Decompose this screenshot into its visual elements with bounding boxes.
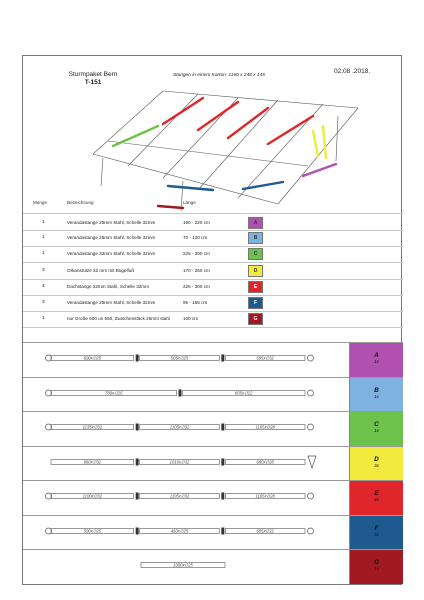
tube-joint: [221, 493, 224, 500]
tube-dimension-label: 1105x∅32: [169, 493, 190, 499]
tube-drawing: [23, 378, 348, 412]
col-desc-header: Bezeichnung: [67, 200, 94, 205]
assembly-sheet: [22, 55, 402, 585]
row-length: 225 - 300 cm: [183, 251, 210, 257]
clamp-fitting: [308, 424, 314, 430]
part-count: 3x: [374, 531, 379, 537]
row-color-code: B: [248, 232, 263, 244]
part-count: 1x: [374, 393, 379, 399]
part-color-cell: [349, 412, 403, 446]
tube-dimension-label: 960x∅32: [83, 459, 102, 464]
part-color-cell: [349, 343, 403, 377]
tube-dimension-label: 500x∅25: [83, 528, 102, 533]
packaging-note: Stangen in einem Karton: 1160 x 248 x 145: [173, 73, 265, 78]
clamp-fitting: [308, 528, 314, 534]
part-letter: G: [373, 559, 380, 566]
tube-dimension-label: 695x∅32: [256, 355, 274, 361]
row-qty: 1: [42, 220, 45, 225]
tube-joint: [221, 458, 224, 465]
col-qty-header: Menge: [33, 200, 48, 205]
tube-dimension-label: 1010x∅32: [169, 459, 190, 464]
part-panel: [23, 515, 403, 550]
row-description: Verandastange 32mm Stahl, Schelle 32mm: [67, 251, 156, 257]
tube-dimension-label: 780x∅25: [105, 390, 123, 395]
part-panel: [23, 377, 403, 412]
tube-drawing: [23, 343, 348, 377]
tube-joint: [179, 389, 182, 396]
row-color-code: G: [248, 313, 263, 325]
part-letter: F: [374, 524, 379, 532]
tube-joint: [136, 355, 139, 362]
row-length: 95 - 165 cm: [183, 300, 208, 305]
tube-dimension-label: 1165x∅28: [255, 424, 275, 430]
tube-joint: [221, 527, 224, 534]
clamp-fitting: [308, 493, 314, 499]
row-description: Verandastange 25mm Stahl, Schelle 32mm: [67, 300, 156, 305]
row-qty: 3: [42, 267, 45, 273]
document-date: 02.08 .2018.: [334, 68, 371, 75]
row-description: nur Große 600 un 650, Zwischenstück 25mm stahl: [67, 316, 170, 322]
clamp-fitting: [46, 424, 52, 430]
row-color-code: E: [248, 281, 263, 293]
part-color-cell: [349, 447, 403, 481]
part-letter: D: [374, 455, 379, 463]
tube-drawing: [23, 550, 348, 584]
part-panel: [23, 480, 403, 515]
tube-dimension-label: 1165x∅28: [255, 493, 275, 499]
row-qty: 4: [42, 283, 45, 289]
tube-joint: [136, 424, 139, 431]
clamp-fitting: [46, 493, 52, 499]
part-count: 1x: [374, 428, 379, 433]
part-color-cell: [349, 516, 403, 550]
row-color-code: C: [248, 248, 263, 260]
product-code: T-151: [84, 79, 102, 86]
clamp-fitting: [46, 390, 52, 396]
col-len-header: Länge: [183, 200, 196, 205]
row-qty: 1: [42, 251, 45, 257]
row-length: 225 - 300 cm: [183, 283, 210, 289]
clamp-fitting: [46, 355, 52, 361]
part-color-cell: [349, 378, 403, 412]
clamp-fitting: [46, 528, 52, 534]
tube-joint: [221, 355, 224, 362]
row-description: Verandastange 25mm Stahl, Schelle 32mm: [67, 220, 156, 225]
tube-joint: [221, 424, 224, 431]
part-color-cell: [349, 481, 403, 515]
row-length: 100 cm: [183, 316, 199, 322]
row-length: 190 - 220 cm: [183, 220, 210, 225]
part-panel: [23, 446, 403, 481]
table-row: [23, 310, 403, 328]
row-color-code: F: [248, 297, 263, 309]
row-qty: 1: [42, 316, 45, 322]
tube-dimension-label: 1105x∅32: [169, 424, 190, 430]
part-panel: [23, 342, 403, 377]
part-count: 3x: [374, 462, 379, 468]
part-letter: A: [374, 352, 379, 359]
foot-bracket: [308, 456, 316, 468]
product-title: Sturmpaket Bern: [68, 71, 118, 78]
row-color-code: D: [248, 265, 263, 277]
tube-joint: [136, 458, 139, 465]
tube-dimension-label: 605x∅22: [256, 528, 274, 533]
tube-dimension-label: 680x∅28: [256, 459, 274, 464]
tube-dimension-label: 505x∅25: [170, 355, 189, 361]
tube-joint: [136, 527, 139, 534]
part-count: 4x: [374, 497, 379, 502]
row-length: 170 - 260 cm: [183, 267, 210, 273]
tube-drawing: [23, 516, 348, 550]
clamp-fitting: [308, 355, 314, 361]
tube-drawing: [23, 481, 348, 515]
part-letter: C: [374, 421, 379, 428]
row-color-code: A: [248, 217, 263, 229]
row-qty: 1: [42, 235, 45, 241]
part-color-cell: [349, 550, 403, 584]
row-description: Dachstange 32mm Stahl, Schelle 32mm: [67, 283, 149, 289]
part-count: 1x: [374, 359, 379, 364]
tube-dimension-label: 1000x∅25: [173, 562, 193, 568]
tube-dimension-label: 460x∅25: [170, 528, 189, 533]
tube-joint: [136, 493, 139, 500]
tube-dimension-label: 805x∅22: [235, 390, 253, 395]
part-panel: [23, 411, 403, 446]
clamp-fitting: [308, 390, 314, 396]
row-description: Verandastange 25mm Stahl, Schelle 32mm: [67, 235, 156, 241]
part-count: 1x: [374, 566, 379, 571]
tube-dimension-label: 600x∅25: [83, 355, 102, 361]
part-letter: B: [374, 386, 379, 394]
tube-dimension-label: 1135x∅32: [82, 424, 103, 430]
row-length: 70 - 120 cm: [183, 235, 208, 241]
tube-drawing: [23, 412, 348, 446]
frame-assembly-drawing: [68, 86, 368, 216]
part-panel: [23, 549, 403, 584]
row-description: Orkanstütze 32 mm mit Bügelfuß: [67, 267, 135, 273]
row-qty: 3: [42, 300, 45, 305]
tube-drawing: [23, 447, 348, 481]
tube-dimension-label: 1100x∅32: [82, 493, 103, 499]
part-letter: E: [374, 490, 379, 497]
